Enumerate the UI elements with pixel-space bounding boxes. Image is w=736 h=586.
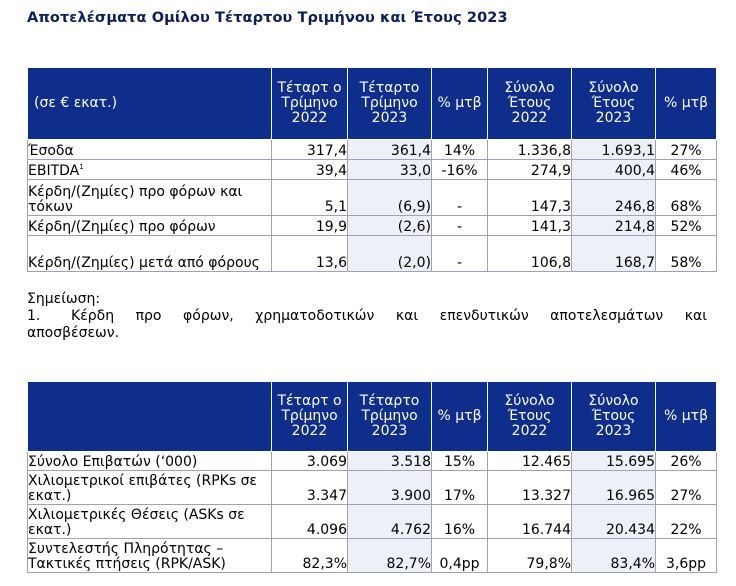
col-q4-2023-header: Τέταρτο Τρίμηνο 2023 bbox=[348, 382, 432, 452]
cell-fy-2023: 16.965 bbox=[572, 471, 656, 505]
cell-q4-2022: 3.069 bbox=[272, 452, 348, 471]
col-fy-2023-header: Σύνολο Έτους 2023 bbox=[572, 382, 656, 452]
cell-pct-q: - bbox=[432, 216, 488, 236]
table-row bbox=[28, 140, 717, 160]
row-label: Έσοδα bbox=[28, 140, 272, 160]
cell-q4-2022: 4.096 bbox=[272, 505, 348, 539]
cell-q4-2023: 33,0 bbox=[348, 160, 432, 180]
row-label: Χιλιομετρικοί επιβάτες (RPKs σε εκατ.) bbox=[28, 471, 272, 505]
col-pct-y-header: % μτβ bbox=[656, 68, 717, 140]
cell-pct-q: - bbox=[432, 236, 488, 272]
cell-fy-2022: 147,3 bbox=[488, 180, 572, 216]
row-label: Σύνολο Επιβατών (‘000) bbox=[28, 452, 272, 471]
cell-fy-2023: 400,4 bbox=[572, 160, 656, 180]
table-row bbox=[28, 539, 717, 573]
cell-fy-2022: 79,8% bbox=[488, 539, 572, 573]
table-row bbox=[28, 216, 717, 236]
cell-q4-2022: 19,9 bbox=[272, 216, 348, 236]
cell-q4-2022: 3.347 bbox=[272, 471, 348, 505]
col-pct-q-header: % μτβ bbox=[432, 68, 488, 140]
cell-pct-q: 14% bbox=[432, 140, 488, 160]
col-q4-2022-header: Τέταρτ ο Τρίμηνο 2022 bbox=[272, 68, 348, 140]
cell-q4-2023: 3.518 bbox=[348, 452, 432, 471]
col-pct-y-header: % μτβ bbox=[656, 382, 717, 452]
cell-fy-2023: 168,7 bbox=[572, 236, 656, 272]
cell-pct-q: 16% bbox=[432, 505, 488, 539]
cell-q4-2023: 82,7% bbox=[348, 539, 432, 573]
col-fy-2023-header: Σύνολο Έτους 2023 bbox=[572, 68, 656, 140]
cell-pct-y: 46% bbox=[656, 160, 717, 180]
page-title: Αποτελέσματα Ομίλου Τέταρτου Τριμήνου και Έτους 2023 bbox=[27, 10, 508, 26]
cell-pct-q: 15% bbox=[432, 452, 488, 471]
cell-pct-q: 17% bbox=[432, 471, 488, 505]
cell-pct-q: -16% bbox=[432, 160, 488, 180]
cell-fy-2022: 106,8 bbox=[488, 236, 572, 272]
row-label bbox=[28, 160, 272, 180]
cell-pct-y: 27% bbox=[656, 471, 717, 505]
table-row bbox=[28, 236, 717, 272]
cell-fy-2023: 1.693,1 bbox=[572, 140, 656, 160]
cell-q4-2023: (6,9) bbox=[348, 180, 432, 216]
cell-fy-2023: 20.434 bbox=[572, 505, 656, 539]
cell-pct-y: 26% bbox=[656, 452, 717, 471]
cell-pct-y: 58% bbox=[656, 236, 717, 272]
row-label: Συντελεστής Πληρότητας – Τακτικές πτήσεις (RPK/ASK) bbox=[28, 539, 272, 573]
cell-fy-2023: 214,8 bbox=[572, 216, 656, 236]
table-row bbox=[28, 160, 717, 180]
cell-pct-q: - bbox=[432, 180, 488, 216]
cell-fy-2022: 16.744 bbox=[488, 505, 572, 539]
row-label: Κέρδη/(Ζημίες) προ φόρων bbox=[28, 216, 272, 236]
cell-fy-2022: 1.336,8 bbox=[488, 140, 572, 160]
row-label-text: EBITDA bbox=[28, 163, 80, 179]
cell-pct-y: 52% bbox=[656, 216, 717, 236]
footnote-text: Κέρδη προ φόρων, χρηματοδοτικών και επενδυτικών αποτελεσμάτων και bbox=[71, 308, 707, 324]
cell-fy-2022: 12.465 bbox=[488, 452, 572, 471]
cell-q4-2023: (2,6) bbox=[348, 216, 432, 236]
col-fy-2022-header: Σύνολο Έτους 2022 bbox=[488, 68, 572, 140]
footnote-heading: Σημείωση: bbox=[27, 291, 101, 307]
row-label: Χιλιομετρικές Θέσεις (ASKs σε εκατ.) bbox=[28, 505, 272, 539]
cell-q4-2022: 317,4 bbox=[272, 140, 348, 160]
footnote-marker: 1 bbox=[79, 163, 84, 171]
cell-q4-2023: 3.900 bbox=[348, 471, 432, 505]
footnote-number: 1. bbox=[27, 308, 41, 324]
table-header-row bbox=[28, 68, 717, 140]
results-table bbox=[27, 67, 717, 272]
cell-q4-2022: 39,4 bbox=[272, 160, 348, 180]
cell-fy-2022: 141,3 bbox=[488, 216, 572, 236]
cell-fy-2023: 246,8 bbox=[572, 180, 656, 216]
cell-q4-2022: 13,6 bbox=[272, 236, 348, 272]
cell-pct-y: 27% bbox=[656, 140, 717, 160]
footnote-block bbox=[27, 291, 707, 342]
cell-q4-2023: (2,0) bbox=[348, 236, 432, 272]
cell-q4-2022: 82,3% bbox=[272, 539, 348, 573]
table-row bbox=[28, 471, 717, 505]
cell-pct-y: 68% bbox=[656, 180, 717, 216]
cell-q4-2023: 361,4 bbox=[348, 140, 432, 160]
unit-header bbox=[28, 382, 272, 452]
traffic-table bbox=[27, 381, 717, 573]
table-row bbox=[28, 505, 717, 539]
col-pct-q-header: % μτβ bbox=[432, 382, 488, 452]
cell-q4-2023: 4.762 bbox=[348, 505, 432, 539]
cell-pct-y: 22% bbox=[656, 505, 717, 539]
col-q4-2023-header: Τέταρτο Τρίμηνο 2023 bbox=[348, 68, 432, 140]
cell-q4-2022: 5,1 bbox=[272, 180, 348, 216]
col-q4-2022-header: Τέταρτ ο Τρίμηνο 2022 bbox=[272, 382, 348, 452]
cell-fy-2023: 15.695 bbox=[572, 452, 656, 471]
cell-fy-2023: 83,4% bbox=[572, 539, 656, 573]
table-header-row bbox=[28, 382, 717, 452]
unit-header: (σε € εκατ.) bbox=[28, 68, 272, 140]
col-fy-2022-header: Σύνολο Έτους 2022 bbox=[488, 382, 572, 452]
cell-fy-2022: 13.327 bbox=[488, 471, 572, 505]
row-label: Κέρδη/(Ζημίες) προ φόρων και τόκων bbox=[28, 180, 272, 216]
cell-pct-q: 0,4pp bbox=[432, 539, 488, 573]
footnote-item bbox=[27, 308, 707, 325]
cell-pct-y: 3,6pp bbox=[656, 539, 717, 573]
table-row bbox=[28, 452, 717, 471]
cell-fy-2022: 274,9 bbox=[488, 160, 572, 180]
footnote-text-continuation: αποσβέσεων. bbox=[27, 325, 120, 341]
table-row bbox=[28, 180, 717, 216]
row-label: Κέρδη/(Ζημίες) μετά από φόρους bbox=[28, 236, 272, 272]
